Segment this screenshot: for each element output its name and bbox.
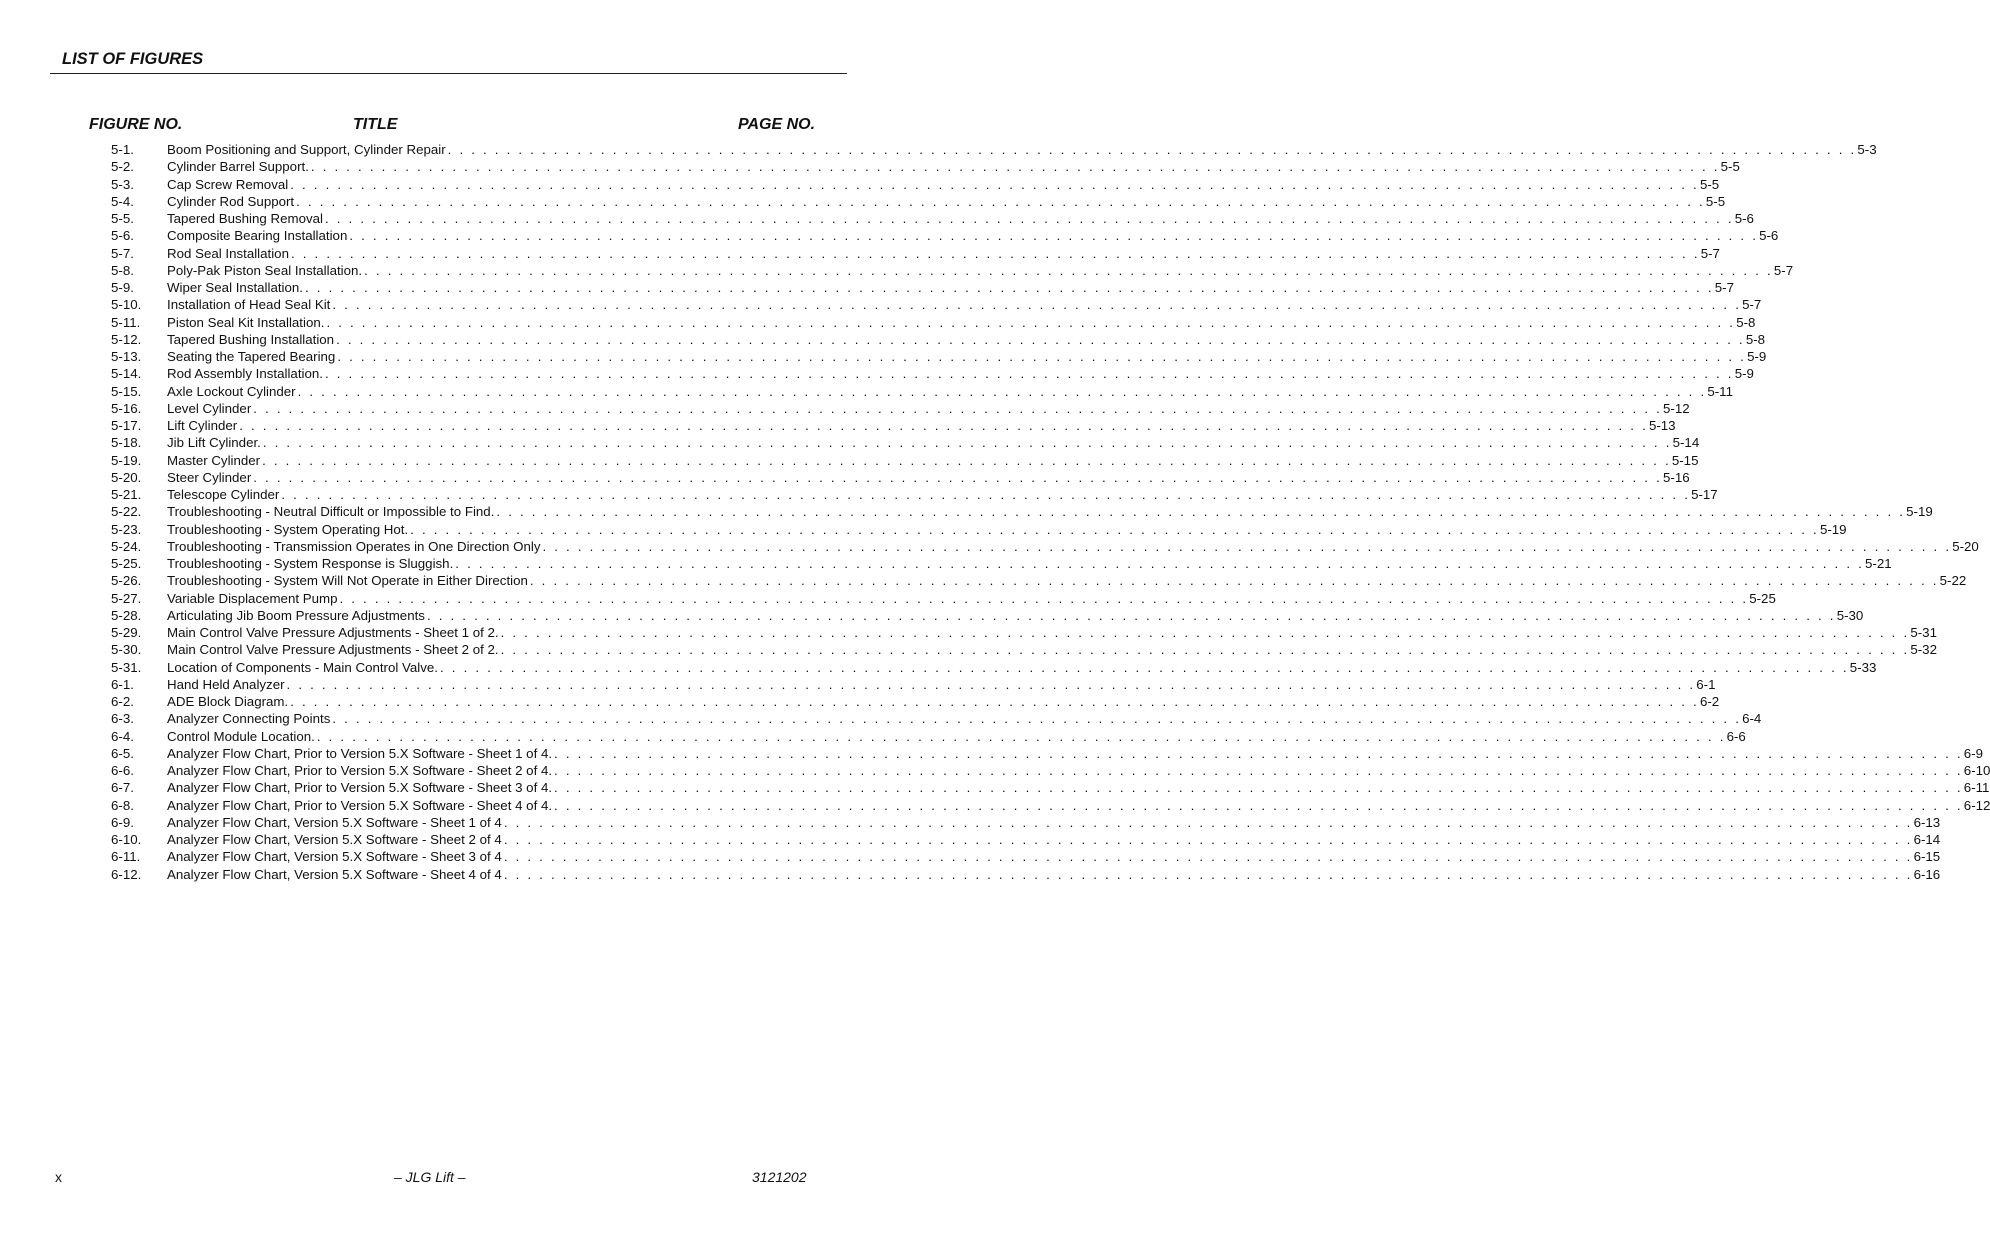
figure-page-number: 5-19	[1906, 504, 1933, 520]
dot-leader: . . . . . . . . . . . . . . . . . . . . . . . . . . . . . . . . . . . . . . . . . . . . . . . . . . . . . . . . . . . . . . . . . . . . . . . . . . . . . . . . . . . . . . . . . . . . . . . . . . . . . . . . . . . . . . . . . . . . . . . .	[262, 452, 1671, 468]
list-item	[111, 590, 1776, 607]
section-title: LIST OF FIGURES	[62, 50, 204, 68]
list-item	[111, 158, 1740, 175]
list-item	[111, 210, 1754, 227]
figure-page-number: 5-13	[1648, 418, 1676, 433]
figure-page-number: 5-21	[1865, 556, 1892, 571]
list-item	[111, 745, 1984, 762]
figure-title: Installation of Head Seal Kit	[167, 297, 331, 313]
header-divider	[50, 73, 847, 74]
figure-title: Location of Components - Main Control Valve.	[167, 659, 439, 675]
dot-leader: . . . . . . . . . . . . . . . . . . . . . . . . . . . . . . . . . . . . . . . . . . . . . . . . . . . . . . . . . . . . . . . . . . . . . . . . . . . . . . . . . . . . . . . . . . . . . . . . . . . . . . . . . . . . . . . . . . . . . . . .	[554, 797, 1963, 813]
list-item	[111, 314, 1756, 331]
footer-document-number: 3121202	[752, 1169, 807, 1185]
list-item	[111, 193, 1726, 210]
figure-title: Control Module Location.	[167, 728, 315, 744]
figure-title: Analyzer Flow Chart, Version 5.X Software - Sheet 4 of 4	[167, 866, 502, 882]
figure-title: Troubleshooting - System Operating Hot.	[167, 521, 409, 537]
figure-number: 5-8.	[111, 262, 134, 278]
figure-number: 6-9.	[111, 814, 134, 830]
list-item	[111, 227, 1779, 244]
list-item	[111, 624, 1937, 641]
dot-leader: . . . . . . . . . . . . . . . . . . . . . . . . . . . . . . . . . . . . . . . . . . . . . . . . . . . . . . . . . . . . . . . . . . . . . . . . . . . . . . . . . . . . . . . . . . . . . . . . . . . . . . . . . . . . . . . . . . . . . . . .	[503, 849, 1913, 865]
list-item	[111, 486, 1718, 503]
figure-title: Articulating Jib Boom Pressure Adjustments	[167, 607, 425, 623]
dot-leader: . . . . . . . . . . . . . . . . . . . . . . . . . . . . . . . . . . . . . . . . . . . . . . . . . . . . . . . . . . . . . . . . . . . . . . . . . . . . . . . . . . . . . . . . . . . . . . . . . . . . . . . . . . . . . . . . . . . . . . . .	[305, 280, 1714, 295]
figure-title: Telescope Cylinder	[167, 487, 280, 502]
dot-leader: . . . . . . . . . . . . . . . . . . . . . . . . . . . . . . . . . . . . . . . . . . . . . . . . . . . . . . . . . . . . . . . . . . . . . . . . . . . . . . . . . . . . . . . . . . . . . . . . . . . . . . . . . . . . . . . . . . . . . . . .	[286, 676, 1696, 692]
dot-leader: . . . . . . . . . . . . . . . . . . . . . . . . . . . . . . . . . . . . . . . . . . . . . . . . . . . . . . . . . . . . . . . . . . . . . . . . . . . . . . . . . . . . . . . . . . . . . . . . . . . . . . . . . . . . . . . . . . . . . . . .	[290, 694, 1699, 709]
figure-number: 5-19.	[111, 452, 142, 468]
footer-publisher: – JLG Lift –	[394, 1169, 466, 1185]
figure-page-number: 5-31	[1910, 625, 1937, 640]
figure-page-number: 5-9	[1747, 349, 1767, 364]
list-item	[111, 848, 1941, 865]
figure-page-number: 6-2	[1699, 694, 1720, 709]
dot-leader: . . . . . . . . . . . . . . . . . . . . . . . . . . . . . . . . . . . . . . . . . . . . . . . . . . . . . . . . . . . . . . . . . . . . . . . . . . . . . . . . . . . . . . . . . . . . . . . . . . . . . . . . . . . . . . . . . . . . . . . .	[503, 814, 1913, 830]
list-item	[111, 365, 1754, 382]
figure-page-number: 6-1	[1696, 676, 1716, 692]
figure-title: Jib Lift Cylinder.	[167, 435, 261, 451]
figure-number: 5-20.	[111, 469, 142, 485]
figure-page-number: 6-10	[1963, 763, 1990, 778]
figure-page-number: 5-5	[1699, 176, 1720, 192]
figure-number: 5-17.	[111, 418, 142, 433]
dot-leader: . . . . . . . . . . . . . . . . . . . . . . . . . . . . . . . . . . . . . . . . . . . . . . . . . . . . . . . . . . . . . . . . . . . . . . . . . . . . . . . . . . . . . . . . . . . . . . . . . . . . . . . . . . . . . . . . . . . . . . . .	[239, 418, 1648, 433]
figure-page-number: 6-16	[1913, 866, 1941, 882]
dot-leader: . . . . . . . . . . . . . . . . . . . . . . . . . . . . . . . . . . . . . . . . . . . . . . . . . . . . . . . . . . . . . . . . . . . . . . . . . . . . . . . . . . . . . . . . . . . . . . . . . . . . . . . . . . . . . . . . . . . . . . . .	[554, 780, 1963, 796]
dot-leader: . . . . . . . . . . . . . . . . . . . . . . . . . . . . . . . . . . . . . . . . . . . . . . . . . . . . . . . . . . . . . . . . . . . . . . . . . . . . . . . . . . . . . . . . . . . . . . . . . . . . . . . . . . . . . . . . . . . . . . . .	[310, 159, 1720, 175]
dot-leader: . . . . . . . . . . . . . . . . . . . . . . . . . . . . . . . . . . . . . . . . . . . . . . . . . . . . . . . . . . . . . . . . . . . . . . . . . . . . . . . . . . . . . . . . . . . . . . . . . . . . . . . . . . . . . . . . . . . . . . . .	[554, 745, 1963, 761]
figure-number: 5-27.	[111, 590, 142, 606]
figure-number: 5-26.	[111, 573, 142, 589]
figure-page-number: 6-4	[1742, 711, 1762, 727]
dot-leader: . . . . . . . . . . . . . . . . . . . . . . . . . . . . . . . . . . . . . . . . . . . . . . . . . . . . . . . . . . . . . . . . . . . . . . . . . . . . . . . . . . . . . . . . . . . . . . . . . . . . . . . . . . . . . . . . . . . . . . . .	[349, 228, 1759, 244]
figure-title: Analyzer Flow Chart, Prior to Version 5.X Software - Sheet 2 of 4.	[167, 763, 553, 778]
figure-number: 5-16.	[111, 400, 142, 416]
figure-number: 5-13.	[111, 349, 142, 364]
list-item	[111, 607, 1864, 624]
figure-number: 5-29.	[111, 625, 142, 640]
figure-page-number: 5-15	[1671, 452, 1699, 468]
list-item	[111, 245, 1720, 262]
dot-leader: . . . . . . . . . . . . . . . . . . . . . . . . . . . . . . . . . . . . . . . . . . . . . . . . . . . . . . . . . . . . . . . . . . . . . . . . . . . . . . . . . . . . . . . . . . . . . . . . . . . . . . . . . . . . . . . . . . . . . . . .	[324, 211, 1734, 226]
dot-leader: . . . . . . . . . . . . . . . . . . . . . . . . . . . . . . . . . . . . . . . . . . . . . . . . . . . . . . . . . . . . . . . . . . . . . . . . . . . . . . . . . . . . . . . . . . . . . . . . . . . . . . . . . . . . . . . . . . . . . . . .	[337, 349, 1747, 364]
list-item	[111, 331, 1766, 348]
figure-number: 5-7.	[111, 245, 134, 261]
figure-title: Analyzer Flow Chart, Version 5.X Software - Sheet 3 of 4	[167, 849, 502, 865]
figure-title: Tapered Bushing Installation	[167, 331, 335, 347]
figure-page-number: 5-14	[1672, 435, 1700, 451]
figure-page-number: 5-3	[1857, 142, 1877, 157]
list-item	[111, 866, 1941, 883]
figure-number: 6-10.	[111, 832, 142, 847]
figure-page-number: 6-11	[1963, 780, 1990, 796]
list-item	[111, 176, 1720, 193]
figure-title: Analyzer Flow Chart, Version 5.X Software - Sheet 2 of 4	[167, 832, 502, 847]
figure-number: 5-30.	[111, 642, 142, 658]
figure-number: 5-3.	[111, 176, 134, 192]
list-item	[111, 262, 1794, 279]
dot-leader: . . . . . . . . . . . . . . . . . . . . . . . . . . . . . . . . . . . . . . . . . . . . . . . . . . . . . . . . . . . . . . . . . . . . . . . . . . . . . . . . . . . . . . . . . . . . . . . . . . . . . . . . . . . . . . . . . . . . . . . .	[500, 625, 1910, 640]
dot-leader: . . . . . . . . . . . . . . . . . . . . . . . . . . . . . . . . . . . . . . . . . . . . . . . . . . . . . . . . . . . . . . . . . . . . . . . . . . . . . . . . . . . . . . . . . . . . . . . . . . . . . . . . . . . . . . . . . . . . . . . .	[253, 400, 1663, 416]
figure-page-number: 5-5	[1720, 159, 1740, 175]
figure-number: 5-22.	[111, 504, 142, 520]
figure-number: 5-24.	[111, 538, 142, 554]
figure-number: 6-2.	[111, 694, 134, 709]
figure-title: Lift Cylinder	[167, 418, 238, 433]
figure-title: Tapered Bushing Removal	[167, 211, 323, 226]
figure-title: Axle Lockout Cylinder	[167, 383, 296, 399]
figure-page-number: 5-8	[1736, 314, 1756, 330]
figure-number: 5-18.	[111, 435, 142, 451]
figure-number: 6-6.	[111, 763, 134, 778]
list-item	[111, 797, 1990, 814]
list-item	[111, 434, 1700, 451]
figure-page-number: 6-12	[1963, 797, 1990, 813]
list-item	[111, 728, 1746, 745]
dot-leader: . . . . . . . . . . . . . . . . . . . . . . . . . . . . . . . . . . . . . . . . . . . . . . . . . . . . . . . . . . . . . . . . . . . . . . . . . . . . . . . . . . . . . . . . . . . . . . . . . . . . . . . . . . . . . . . . . . . . . . . .	[290, 245, 1700, 261]
figure-page-number: 5-17	[1691, 487, 1718, 502]
figure-number: 6-1.	[111, 676, 134, 692]
figure-number: 5-9.	[111, 280, 134, 295]
figure-title: Hand Held Analyzer	[167, 676, 285, 692]
dot-leader: . . . . . . . . . . . . . . . . . . . . . . . . . . . . . . . . . . . . . . . . . . . . . . . . . . . . . . . . . . . . . . . . . . . . . . . . . . . . . . . . . . . . . . . . . . . . . . . . . . . . . . . . . . . . . . . . . . . . . . . .	[447, 142, 1857, 157]
figure-title: Boom Positioning and Support, Cylinder Repair	[167, 142, 446, 157]
figure-page-number: 5-7	[1742, 297, 1762, 313]
figure-title: Poly-Pak Piston Seal Installation.	[167, 262, 363, 278]
figure-title: Analyzer Flow Chart, Version 5.X Software - Sheet 1 of 4	[167, 814, 502, 830]
figure-title: Rod Assembly Installation.	[167, 366, 323, 382]
figure-number: 5-1.	[111, 142, 134, 157]
figure-title: Troubleshooting - Neutral Difficult or Impossible to Find.	[167, 504, 495, 520]
list-item	[111, 417, 1676, 434]
figure-page-number: 5-7	[1773, 262, 1794, 278]
figure-number: 6-8.	[111, 797, 134, 813]
figure-title: Piston Seal Kit Installation.	[167, 314, 325, 330]
list-item	[111, 521, 1847, 538]
figure-title: Analyzer Flow Chart, Prior to Version 5.X Software - Sheet 1 of 4.	[167, 745, 553, 761]
list-item	[111, 572, 1967, 589]
dot-leader: . . . . . . . . . . . . . . . . . . . . . . . . . . . . . . . . . . . . . . . . . . . . . . . . . . . . . . . . . . . . . . . . . . . . . . . . . . . . . . . . . . . . . . . . . . . . . . . . . . . . . . . . . . . . . . . . . . . . . . . .	[326, 314, 1736, 330]
list-item	[111, 452, 1699, 469]
figure-page-number: 5-9	[1734, 366, 1754, 382]
dot-leader: . . . . . . . . . . . . . . . . . . . . . . . . . . . . . . . . . . . . . . . . . . . . . . . . . . . . . . . . . . . . . . . . . . . . . . . . . . . . . . . . . . . . . . . . . . . . . . . . . . . . . . . . . . . . . . . . . . . . . . . .	[336, 331, 1745, 347]
dot-leader: . . . . . . . . . . . . . . . . . . . . . . . . . . . . . . . . . . . . . . . . . . . . . . . . . . . . . . . . . . . . . . . . . . . . . . . . . . . . . . . . . . . . . . . . . . . . . . . . . . . . . . . . . . . . . . . . . . . . . . . .	[455, 556, 1865, 571]
list-item	[111, 503, 1933, 520]
dot-leader: . . . . . . . . . . . . . . . . . . . . . . . . . . . . . . . . . . . . . . . . . . . . . . . . . . . . . . . . . . . . . . . . . . . . . . . . . . . . . . . . . . . . . . . . . . . . . . . . . . . . . . . . . . . . . . . . . . . . . . . .	[542, 538, 1952, 554]
figure-title: Steer Cylinder	[167, 469, 252, 485]
figure-page-number: 5-19	[1819, 521, 1847, 537]
dot-leader: . . . . . . . . . . . . . . . . . . . . . . . . . . . . . . . . . . . . . . . . . . . . . . . . . . . . . . . . . . . . . . . . . . . . . . . . . . . . . . . . . . . . . . . . . . . . . . . . . . . . . . . . . . . . . . . . . . . . . . . .	[316, 728, 1726, 744]
figure-page-number: 5-6	[1734, 211, 1754, 226]
dot-leader: . . . . . . . . . . . . . . . . . . . . . . . . . . . . . . . . . . . . . . . . . . . . . . . . . . . . . . . . . . . . . . . . . . . . . . . . . . . . . . . . . . . . . . . . . . . . . . . . . . . . . . . . . . . . . . . . . . . . . . . .	[297, 383, 1707, 399]
figure-page-number: 5-6	[1759, 228, 1779, 244]
figure-number: 5-21.	[111, 487, 142, 502]
figure-number: 5-14.	[111, 366, 142, 382]
figure-number: 6-4.	[111, 728, 134, 744]
figure-number: 5-6.	[111, 228, 134, 244]
figure-title: Wiper Seal Installation.	[167, 280, 303, 295]
list-item	[111, 296, 1762, 313]
figure-title: ADE Block Diagram.	[167, 694, 289, 709]
figure-title: Analyzer Flow Chart, Prior to Version 5.X Software - Sheet 4 of 4.	[167, 797, 553, 813]
column-header-figure-no: FIGURE NO.	[89, 116, 183, 133]
list-item	[111, 538, 1979, 555]
figure-page-number: 5-25	[1749, 590, 1776, 606]
figure-title: Level Cylinder	[167, 400, 252, 416]
dot-leader: . . . . . . . . . . . . . . . . . . . . . . . . . . . . . . . . . . . . . . . . . . . . . . . . . . . . . . . . . . . . . . . . . . . . . . . . . . . . . . . . . . . . . . . . . . . . . . . . . . . . . . . . . . . . . . . . . . . . . . . .	[529, 573, 1939, 589]
list-item	[111, 348, 1767, 365]
dot-leader: . . . . . . . . . . . . . . . . . . . . . . . . . . . . . . . . . . . . . . . . . . . . . . . . . . . . . . . . . . . . . . . . . . . . . . . . . . . . . . . . . . . . . . . . . . . . . . . . . . . . . . . . . . . . . . . . . . . . . . . .	[496, 504, 1906, 520]
figure-page-number: 5-16	[1663, 469, 1690, 485]
list-item	[111, 779, 1990, 796]
figure-page-number: 6-9	[1963, 745, 1984, 761]
figure-number: 5-12.	[111, 331, 142, 347]
column-header-title: TITLE	[353, 116, 398, 133]
figure-title: Cylinder Rod Support	[167, 193, 295, 209]
figure-page-number: 5-8	[1745, 331, 1766, 347]
dot-leader: . . . . . . . . . . . . . . . . . . . . . . . . . . . . . . . . . . . . . . . . . . . . . . . . . . . . . . . . . . . . . . . . . . . . . . . . . . . . . . . . . . . . . . . . . . . . . . . . . . . . . . . . . . . . . . . . . . . . . . . .	[324, 366, 1734, 382]
figure-list	[111, 141, 1990, 883]
dot-leader: . . . . . . . . . . . . . . . . . . . . . . . . . . . . . . . . . . . . . . . . . . . . . . . . . . . . . . . . . . . . . . . . . . . . . . . . . . . . . . . . . . . . . . . . . . . . . . . . . . . . . . . . . . . . . . . . . . . . . . . .	[332, 711, 1742, 727]
list-item	[111, 555, 1892, 572]
list-item	[111, 676, 1716, 693]
figure-number: 6-12.	[111, 866, 142, 882]
footer-page-number: x	[55, 1169, 62, 1185]
dot-leader: . . . . . . . . . . . . . . . . . . . . . . . . . . . . . . . . . . . . . . . . . . . . . . . . . . . . . . . . . . . . . . . . . . . . . . . . . . . . . . . . . . . . . . . . . . . . . . . . . . . . . . . . . . . . . . . . . . . . . . . .	[262, 435, 1672, 451]
figure-title: Main Control Valve Pressure Adjustments - Sheet 2 of 2.	[167, 642, 499, 658]
figure-title: Analyzer Connecting Points	[167, 711, 331, 727]
list-item	[111, 814, 1941, 831]
figure-page-number: 5-12	[1663, 400, 1690, 416]
dot-leader: . . . . . . . . . . . . . . . . . . . . . . . . . . . . . . . . . . . . . . . . . . . . . . . . . . . . . . . . . . . . . . . . . . . . . . . . . . . . . . . . . . . . . . . . . . . . . . . . . . . . . . . . . . . . . . . . . . . . . . . .	[503, 866, 1913, 882]
dot-leader: . . . . . . . . . . . . . . . . . . . . . . . . . . . . . . . . . . . . . . . . . . . . . . . . . . . . . . . . . . . . . . . . . . . . . . . . . . . . . . . . . . . . . . . . . . . . . . . . . . . . . . . . . . . . . . . . . . . . . . . .	[332, 297, 1742, 313]
dot-leader: . . . . . . . . . . . . . . . . . . . . . . . . . . . . . . . . . . . . . . . . . . . . . . . . . . . . . . . . . . . . . . . . . . . . . . . . . . . . . . . . . . . . . . . . . . . . . . . . . . . . . . . . . . . . . . . . . . . . . . . .	[290, 176, 1699, 192]
figure-number: 5-5.	[111, 211, 134, 226]
dot-leader: . . . . . . . . . . . . . . . . . . . . . . . . . . . . . . . . . . . . . . . . . . . . . . . . . . . . . . . . . . . . . . . . . . . . . . . . . . . . . . . . . . . . . . . . . . . . . . . . . . . . . . . . . . . . . . . . . . . . . . . .	[554, 763, 1963, 778]
dot-leader: . . . . . . . . . . . . . . . . . . . . . . . . . . . . . . . . . . . . . . . . . . . . . . . . . . . . . . . . . . . . . . . . . . . . . . . . . . . . . . . . . . . . . . . . . . . . . . . . . . . . . . . . . . . . . . . . . . . . . . . .	[364, 262, 1773, 278]
figure-title: Troubleshooting - System Will Not Operate in Either Direction	[167, 573, 528, 589]
list-item	[111, 831, 1941, 848]
figure-number: 5-28.	[111, 607, 142, 623]
figure-title: Troubleshooting - System Response is Sluggish.	[167, 556, 454, 571]
dot-leader: . . . . . . . . . . . . . . . . . . . . . . . . . . . . . . . . . . . . . . . . . . . . . . . . . . . . . . . . . . . . . . . . . . . . . . . . . . . . . . . . . . . . . . . . . . . . . . . . . . . . . . . . . . . . . . . . . . . . . . . .	[440, 659, 1849, 675]
figure-title: Cap Screw Removal	[167, 176, 289, 192]
figure-page-number: 5-32	[1910, 642, 1937, 658]
dot-leader: . . . . . . . . . . . . . . . . . . . . . . . . . . . . . . . . . . . . . . . . . . . . . . . . . . . . . . . . . . . . . . . . . . . . . . . . . . . . . . . . . . . . . . . . . . . . . . . . . . . . . . . . . . . . . . . . . . . . . . . .	[253, 469, 1662, 485]
dot-leader: . . . . . . . . . . . . . . . . . . . . . . . . . . . . . . . . . . . . . . . . . . . . . . . . . . . . . . . . . . . . . . . . . . . . . . . . . . . . . . . . . . . . . . . . . . . . . . . . . . . . . . . . . . . . . . . . . . . . . . . .	[281, 487, 1691, 502]
figure-title: Troubleshooting - Transmission Operates in One Direction Only	[167, 538, 541, 554]
list-item	[111, 141, 1877, 158]
list-item	[111, 710, 1762, 727]
figure-page-number: 5-7	[1714, 280, 1734, 295]
figure-number: 5-25.	[111, 556, 142, 571]
dot-leader: . . . . . . . . . . . . . . . . . . . . . . . . . . . . . . . . . . . . . . . . . . . . . . . . . . . . . . . . . . . . . . . . . . . . . . . . . . . . . . . . . . . . . . . . . . . . . . . . . . . . . . . . . . . . . . . . . . . . . . . .	[500, 642, 1910, 658]
figure-page-number: 5-5	[1705, 193, 1726, 209]
figure-title: Composite Bearing Installation	[167, 228, 348, 244]
list-item	[111, 469, 1690, 486]
figure-number: 6-7.	[111, 780, 134, 796]
figure-number: 6-5.	[111, 745, 134, 761]
figure-title: Variable Displacement Pump	[167, 590, 338, 606]
figure-page-number: 5-11	[1707, 383, 1733, 399]
figure-page-number: 5-30	[1836, 607, 1864, 623]
figure-page-number: 5-7	[1700, 245, 1720, 261]
figure-title: Cylinder Barrel Support.	[167, 159, 309, 175]
figure-number: 5-10.	[111, 297, 142, 313]
figure-number: 5-23.	[111, 521, 142, 537]
figure-page-number: 6-13	[1913, 814, 1941, 830]
figure-page-number: 6-14	[1913, 832, 1941, 847]
dot-leader: . . . . . . . . . . . . . . . . . . . . . . . . . . . . . . . . . . . . . . . . . . . . . . . . . . . . . . . . . . . . . . . . . . . . . . . . . . . . . . . . . . . . . . . . . . . . . . . . . . . . . . . . . . . . . . . . . . . . . . . .	[339, 590, 1749, 606]
list-item	[111, 279, 1734, 296]
figure-number: 5-2.	[111, 159, 134, 175]
figure-title: Rod Seal Installation	[167, 245, 289, 261]
dot-leader: . . . . . . . . . . . . . . . . . . . . . . . . . . . . . . . . . . . . . . . . . . . . . . . . . . . . . . . . . . . . . . . . . . . . . . . . . . . . . . . . . . . . . . . . . . . . . . . . . . . . . . . . . . . . . . . . . . . . . . . .	[410, 521, 1819, 537]
figure-number: 6-11.	[111, 849, 141, 865]
figure-number: 5-11.	[111, 314, 141, 330]
figure-title: Main Control Valve Pressure Adjustments - Sheet 1 of 2.	[167, 625, 499, 640]
list-item	[111, 693, 1720, 710]
figure-page-number: 5-20	[1952, 538, 1979, 554]
list-item	[111, 762, 1990, 779]
list-item	[111, 400, 1690, 417]
dot-leader: . . . . . . . . . . . . . . . . . . . . . . . . . . . . . . . . . . . . . . . . . . . . . . . . . . . . . . . . . . . . . . . . . . . . . . . . . . . . . . . . . . . . . . . . . . . . . . . . . . . . . . . . . . . . . . . . . . . . . . . .	[503, 832, 1913, 847]
figure-page-number: 6-15	[1913, 849, 1941, 865]
figure-number: 6-3.	[111, 711, 134, 727]
figure-page-number: 5-22	[1939, 573, 1967, 589]
figure-page-number: 6-6	[1726, 728, 1746, 744]
figure-number: 5-31.	[111, 659, 142, 675]
list-item	[111, 641, 1937, 658]
figure-number: 5-15.	[111, 383, 142, 399]
column-header-page-no: PAGE NO.	[738, 116, 816, 133]
figure-title: Analyzer Flow Chart, Prior to Version 5.X Software - Sheet 3 of 4.	[167, 780, 553, 796]
list-item	[111, 383, 1733, 400]
dot-leader: . . . . . . . . . . . . . . . . . . . . . . . . . . . . . . . . . . . . . . . . . . . . . . . . . . . . . . . . . . . . . . . . . . . . . . . . . . . . . . . . . . . . . . . . . . . . . . . . . . . . . . . . . . . . . . . . . . . . . . . .	[426, 607, 1836, 623]
figure-number: 5-4.	[111, 193, 134, 209]
list-item	[111, 659, 1877, 676]
figure-page-number: 5-33	[1849, 659, 1877, 675]
figure-title: Seating the Tapered Bearing	[167, 349, 336, 364]
dot-leader: . . . . . . . . . . . . . . . . . . . . . . . . . . . . . . . . . . . . . . . . . . . . . . . . . . . . . . . . . . . . . . . . . . . . . . . . . . . . . . . . . . . . . . . . . . . . . . . . . . . . . . . . . . . . . . . . . . . . . . . .	[296, 193, 1705, 209]
figure-title: Master Cylinder	[167, 452, 261, 468]
